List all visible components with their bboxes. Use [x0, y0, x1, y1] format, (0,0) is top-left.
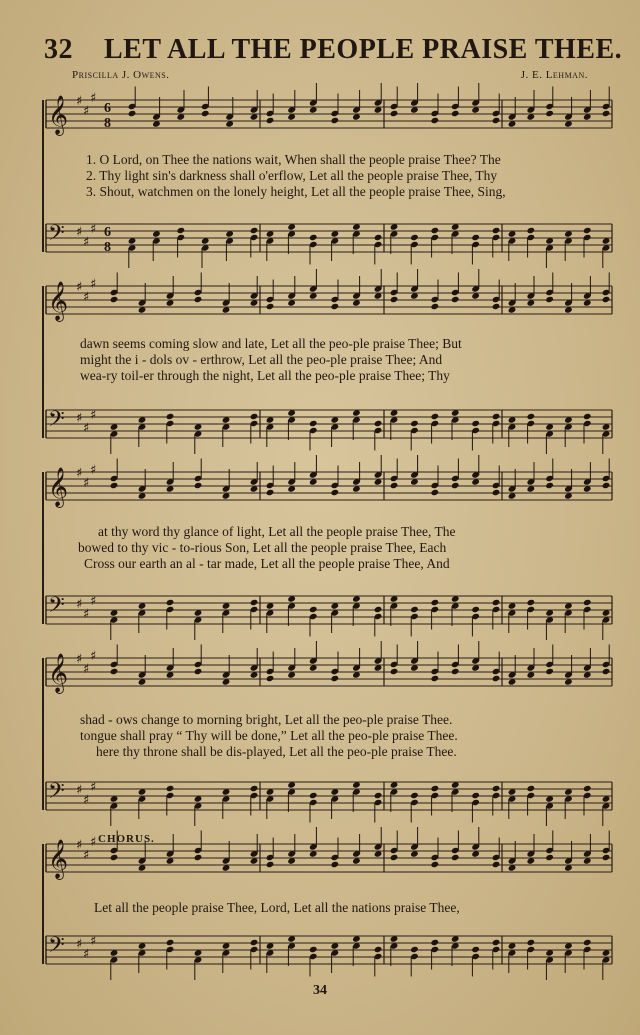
sharp-icon: ♯: [76, 597, 83, 612]
note-head: [602, 110, 611, 117]
note-head: [451, 854, 460, 861]
time-signature-bottom: 8: [104, 240, 111, 255]
lyric-verse-1: shad - ows change to morning bright, Let all the peo-ple praise Thee.: [80, 712, 453, 727]
note-head: [390, 296, 399, 303]
time-signature-bottom: 8: [104, 116, 111, 131]
sharp-icon: ♯: [76, 466, 83, 481]
treble-clef-icon: 𝄞: [48, 95, 69, 135]
lyric-verse-3: here thy throne shall be dis-played, Let all the peo-ple praise Thee.: [96, 744, 457, 759]
note-head: [374, 420, 383, 427]
note-head: [451, 110, 460, 117]
note-head: [390, 854, 399, 861]
note-head: [527, 599, 536, 606]
note-head: [177, 227, 186, 234]
note-head: [266, 861, 275, 868]
sharp-icon: ♯: [90, 408, 97, 423]
note-head: [492, 117, 501, 124]
note-head: [492, 939, 501, 946]
treble-staff: [46, 83, 612, 136]
note-head: [527, 939, 536, 946]
lyric-verse-1: 1. O Lord, on Thee the nations wait, When shall the people praise Thee? The: [86, 152, 501, 167]
note-head: [431, 227, 440, 234]
bass-clef-icon: 𝄢: [48, 933, 65, 963]
note-head: [451, 296, 460, 303]
note-head: [331, 489, 340, 496]
note-head: [374, 946, 383, 953]
note-head: [492, 599, 501, 606]
note-head: [110, 296, 119, 303]
note-head: [545, 110, 554, 117]
note-head: [583, 599, 592, 606]
note-head: [194, 668, 203, 675]
sharp-icon: ♯: [90, 594, 97, 609]
note-head: [309, 606, 318, 613]
note-head: [110, 482, 119, 489]
note-head: [266, 117, 275, 124]
note-head: [110, 854, 119, 861]
note-head: [492, 303, 501, 310]
lyric-verse-1: dawn seems coming slow and late, Let all the peo-ple praise Thee; But: [80, 336, 462, 351]
note-head: [390, 110, 399, 117]
note-head: [250, 227, 259, 234]
note-head: [309, 234, 318, 241]
note-head: [166, 599, 175, 606]
note-head: [492, 227, 501, 234]
sharp-icon: ♯: [83, 290, 90, 305]
note-head: [545, 296, 554, 303]
sharp-icon: ♯: [76, 94, 83, 109]
note-head: [410, 792, 419, 799]
sharp-icon: ♯: [90, 222, 97, 237]
note-head: [431, 675, 440, 682]
treble-clef-icon: 𝄞: [48, 467, 69, 507]
note-head: [602, 296, 611, 303]
note-head: [250, 785, 259, 792]
note-head: [471, 946, 480, 953]
note-head: [451, 482, 460, 489]
sharp-icon: ♯: [76, 225, 83, 240]
bass-clef-icon: 𝄢: [48, 593, 65, 623]
hymn-header: [44, 34, 624, 68]
bass-staff: [46, 779, 612, 826]
note-head: [527, 227, 536, 234]
note-head: [374, 234, 383, 241]
note-head: [527, 413, 536, 420]
note-head: [431, 939, 440, 946]
sharp-icon: ♯: [83, 104, 90, 119]
composer-credit: J. E. Lehman.: [520, 69, 588, 81]
note-head: [331, 675, 340, 682]
treble-clef-icon: 𝄞: [48, 839, 69, 879]
sharp-icon: ♯: [90, 934, 97, 949]
lyric-verse-3: Cross our earth an al - tar made, Let all the people praise Thee, And: [84, 556, 450, 571]
note-head: [602, 854, 611, 861]
lyric-verse-3: 3. Shout, watchmen on the lonely height, Let all the people praise Thee, Sing,: [86, 184, 506, 199]
lyric-verse-2: tongue shall pray “ Thy will be done,” Let all the peo-ple praise Thee.: [80, 728, 458, 743]
note-head: [471, 606, 480, 613]
bass-staff: [46, 933, 612, 980]
page-number: 34: [313, 983, 327, 998]
note-head: [431, 599, 440, 606]
note-head: [492, 413, 501, 420]
note-head: [583, 939, 592, 946]
note-head: [166, 939, 175, 946]
treble-staff: [46, 455, 612, 508]
lyric-verse-1: at thy word thy glance of light, Let all the people praise Thee, The: [98, 524, 456, 539]
note-head: [374, 792, 383, 799]
note-head: [410, 234, 419, 241]
note-head: [250, 939, 259, 946]
note-head: [410, 946, 419, 953]
lyric-chorus: Let all the people praise Thee, Lord, Let all the nations praise Thee,: [94, 900, 460, 915]
lyric-verse-2: 2. Thy light sin's darkness shall o'erflow, Let all the people praise Thee, Thy: [86, 168, 498, 183]
note-head: [492, 675, 501, 682]
sharp-icon: ♯: [90, 463, 97, 478]
note-head: [410, 420, 419, 427]
note-head: [602, 668, 611, 675]
note-head: [492, 861, 501, 868]
note-head: [492, 489, 501, 496]
bass-staff: [46, 407, 612, 454]
bass-clef-icon: 𝄢: [48, 779, 65, 809]
note-head: [471, 234, 480, 241]
lyric-verse-2: might the i - dols ov - erthrow, Let all the peo-ple praise Thee; And: [80, 352, 443, 367]
note-head: [309, 792, 318, 799]
sharp-icon: ♯: [90, 649, 97, 664]
note-head: [309, 420, 318, 427]
sharp-icon: ♯: [76, 838, 83, 853]
sharp-icon: ♯: [76, 783, 83, 798]
note-head: [410, 606, 419, 613]
sharp-icon: ♯: [83, 235, 90, 250]
bass-staff: [46, 593, 612, 640]
note-head: [374, 606, 383, 613]
sharp-icon: ♯: [76, 411, 83, 426]
note-head: [527, 785, 536, 792]
note-head: [128, 110, 137, 117]
sharp-icon: ♯: [83, 662, 90, 677]
note-head: [431, 861, 440, 868]
note-head: [471, 420, 480, 427]
note-head: [250, 599, 259, 606]
note-head: [431, 785, 440, 792]
sharp-icon: ♯: [83, 848, 90, 863]
note-head: [492, 785, 501, 792]
treble-clef-icon: 𝄞: [48, 653, 69, 693]
note-head: [451, 668, 460, 675]
treble-staff: [46, 641, 612, 694]
note-head: [266, 675, 275, 682]
note-head: [194, 482, 203, 489]
hymn-title: LET ALL THE PEOPLE PRAISE THEE.: [104, 34, 623, 65]
note-head: [583, 413, 592, 420]
lyricist-credit: Priscilla J. Owens.: [72, 69, 170, 81]
sharp-icon: ♯: [76, 937, 83, 952]
note-head: [390, 668, 399, 675]
note-head: [545, 482, 554, 489]
sharp-icon: ♯: [76, 280, 83, 295]
note-head: [602, 482, 611, 489]
sharp-icon: ♯: [83, 607, 90, 622]
treble-clef-icon: 𝄞: [48, 281, 69, 321]
bass-clef-icon: 𝄢: [48, 407, 65, 437]
note-head: [331, 117, 340, 124]
note-head: [431, 413, 440, 420]
sharp-icon: ♯: [90, 835, 97, 850]
note-head: [194, 296, 203, 303]
note-head: [201, 110, 210, 117]
bass-staff: [46, 221, 612, 268]
sharp-icon: ♯: [90, 780, 97, 795]
note-head: [166, 413, 175, 420]
note-head: [266, 303, 275, 310]
note-head: [331, 303, 340, 310]
sharp-icon: ♯: [90, 91, 97, 106]
sharp-icon: ♯: [83, 476, 90, 491]
note-head: [390, 482, 399, 489]
note-head: [431, 489, 440, 496]
sharp-icon: ♯: [76, 652, 83, 667]
note-head: [431, 303, 440, 310]
time-signature-top: 6: [104, 101, 111, 116]
chorus-label: CHORUS.: [98, 833, 155, 845]
lyric-verse-3: wea-ry toil-er through the night, Let all the peo-ple praise Thee; Thy: [80, 368, 450, 383]
sharp-icon: ♯: [83, 793, 90, 808]
note-head: [431, 117, 440, 124]
note-head: [166, 785, 175, 792]
note-head: [194, 854, 203, 861]
note-head: [583, 785, 592, 792]
note-head: [331, 861, 340, 868]
hymn-number: 32: [44, 34, 73, 65]
note-head: [545, 668, 554, 675]
sharp-icon: ♯: [83, 947, 90, 962]
sharp-icon: ♯: [90, 277, 97, 292]
bass-clef-icon: 𝄢: [48, 221, 65, 251]
note-head: [309, 946, 318, 953]
note-head: [545, 854, 554, 861]
time-signature-top: 6: [104, 225, 111, 240]
note-head: [266, 489, 275, 496]
treble-staff: [46, 269, 612, 322]
sharp-icon: ♯: [83, 421, 90, 436]
lyric-verse-2: bowed to thy vic - to-rious Son, Let all the people praise Thee, Each: [78, 540, 447, 555]
note-head: [250, 413, 259, 420]
note-head: [583, 227, 592, 234]
note-head: [110, 668, 119, 675]
note-head: [471, 792, 480, 799]
